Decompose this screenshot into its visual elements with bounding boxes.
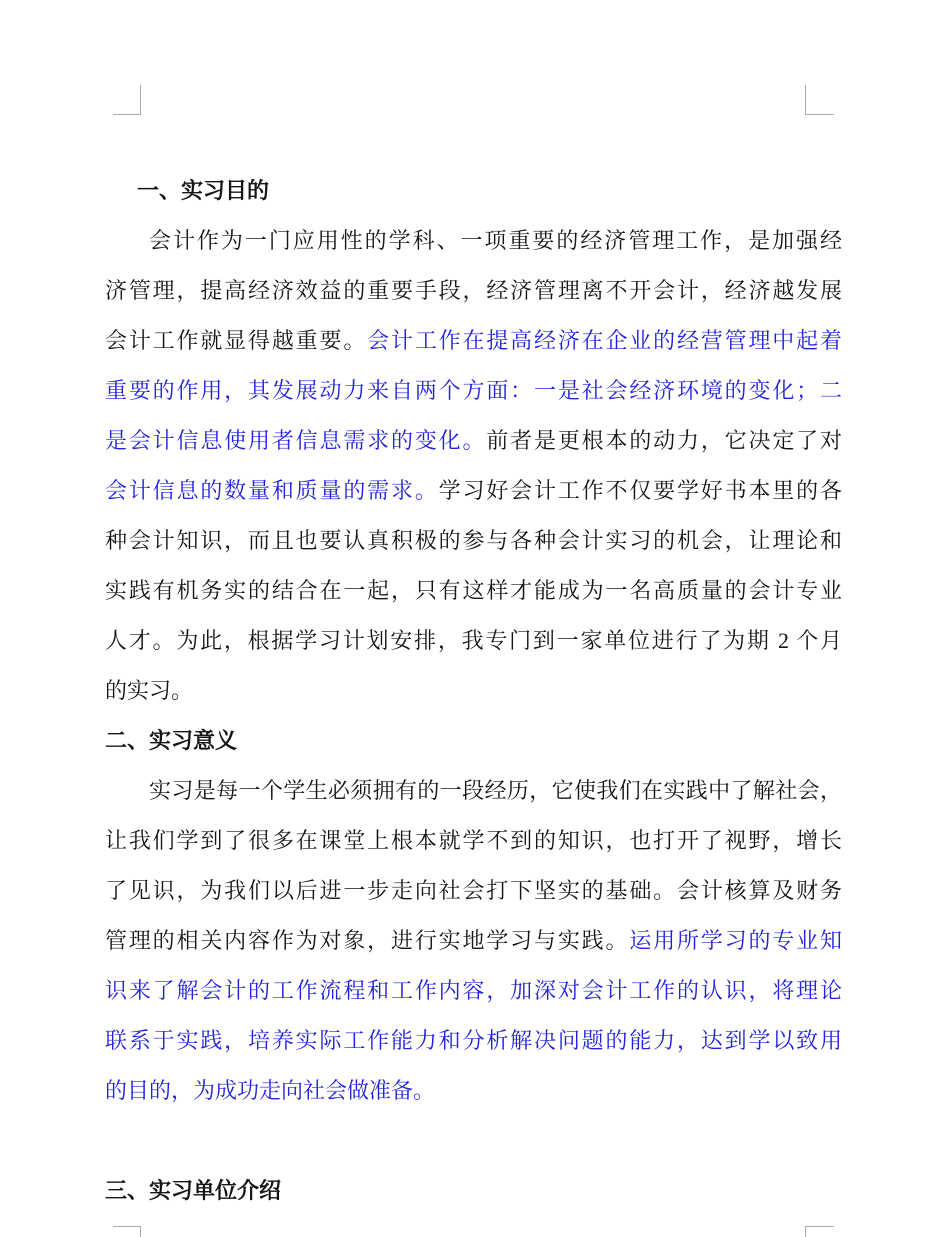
text-line: [105, 566, 842, 616]
text-run: 的实习。: [105, 678, 194, 703]
text-run: 会计工作就显得越重要。: [105, 328, 368, 353]
text-run: 是会计信息使用者信息需求的变化。: [105, 428, 487, 453]
text-line: [105, 666, 842, 716]
text-line: [105, 866, 842, 916]
text-run: 识来了解会计的工作流程和工作内容，加深对会计工作的认识，将理论: [105, 978, 842, 1003]
text-line: [105, 266, 842, 316]
text-line: [105, 366, 842, 416]
text-line: [105, 966, 842, 1016]
text-run: 实习是每一个学生必须拥有的一段经历，它使我们在实践中了解社会，: [149, 778, 842, 803]
text-run: 会计信息的数量和质量的需求。: [105, 478, 439, 503]
text-run: 了见识，为我们以后进一步走向社会打下坚实的基础。会计核算及财务: [105, 878, 842, 903]
document-content: [105, 166, 842, 1216]
text-run: 联系于实践，培养实际工作能力和分析解决问题的能力，达到学以致用: [105, 1028, 842, 1053]
margin-crop-mark-top-left: [113, 85, 141, 115]
text-line: [105, 1016, 842, 1066]
text-run: 会计作为一门应用性的学科、一项重要的经济管理工作，是加强经: [149, 228, 842, 253]
text-run: 学习好会计工作不仅要学好书本里的各: [438, 478, 842, 503]
text-run: 的目的，为成功走向社会做准备。: [105, 1078, 436, 1103]
text-line: [105, 766, 842, 816]
text-run: 会计工作在提高经济在企业的经营管理中起着: [367, 328, 842, 353]
margin-crop-mark-bottom-right: [805, 1226, 834, 1237]
text-run: 人才。为此，根据学习计划安排，我专门到一家单位进行了为期 2 个月: [105, 628, 842, 653]
text-run: 管理的相关内容作为对象，进行实地学习与实践。: [105, 928, 630, 953]
text-run: 让我们学到了很多在课堂上根本就学不到的知识，也打开了视野，增长: [105, 828, 842, 853]
section-heading: 一、实习目的: [137, 178, 270, 203]
section-internship-company-intro: [105, 1166, 842, 1216]
text-line: [105, 466, 842, 516]
section-heading: 二、实习意义: [105, 728, 238, 753]
text-line: [105, 1066, 842, 1116]
text-line: [105, 416, 842, 466]
text-line: [105, 816, 842, 866]
text-run: 实践有机务实的结合在一起，只有这样才能成为一名高质量的会计专业: [105, 578, 842, 603]
section-internship-significance: [105, 716, 842, 1116]
text-line: [105, 216, 842, 266]
margin-crop-mark-bottom-left: [113, 1226, 141, 1237]
text-run: 重要的作用，其发展动力来自两个方面：一是社会经济环境的变化；二: [105, 378, 842, 403]
blank-line: [105, 1116, 842, 1166]
text-line: [105, 616, 842, 666]
margin-crop-mark-top-right: [805, 85, 834, 115]
text-run: 运用所学习的专业知: [629, 928, 842, 953]
section-internship-purpose: [105, 166, 842, 716]
text-line: [105, 916, 842, 966]
text-line: [105, 316, 842, 366]
text-run: 济管理，提高经济效益的重要手段，经济管理离不开会计，经济越发展: [105, 278, 842, 303]
text-run: 前者是更根本的动力，它决定了对: [486, 428, 842, 453]
text-line: [105, 516, 842, 566]
section-heading: 三、实习单位介绍: [105, 1178, 282, 1203]
text-run: 种会计知识，而且也要认真积极的参与各种会计实习的机会，让理论和: [105, 528, 842, 553]
